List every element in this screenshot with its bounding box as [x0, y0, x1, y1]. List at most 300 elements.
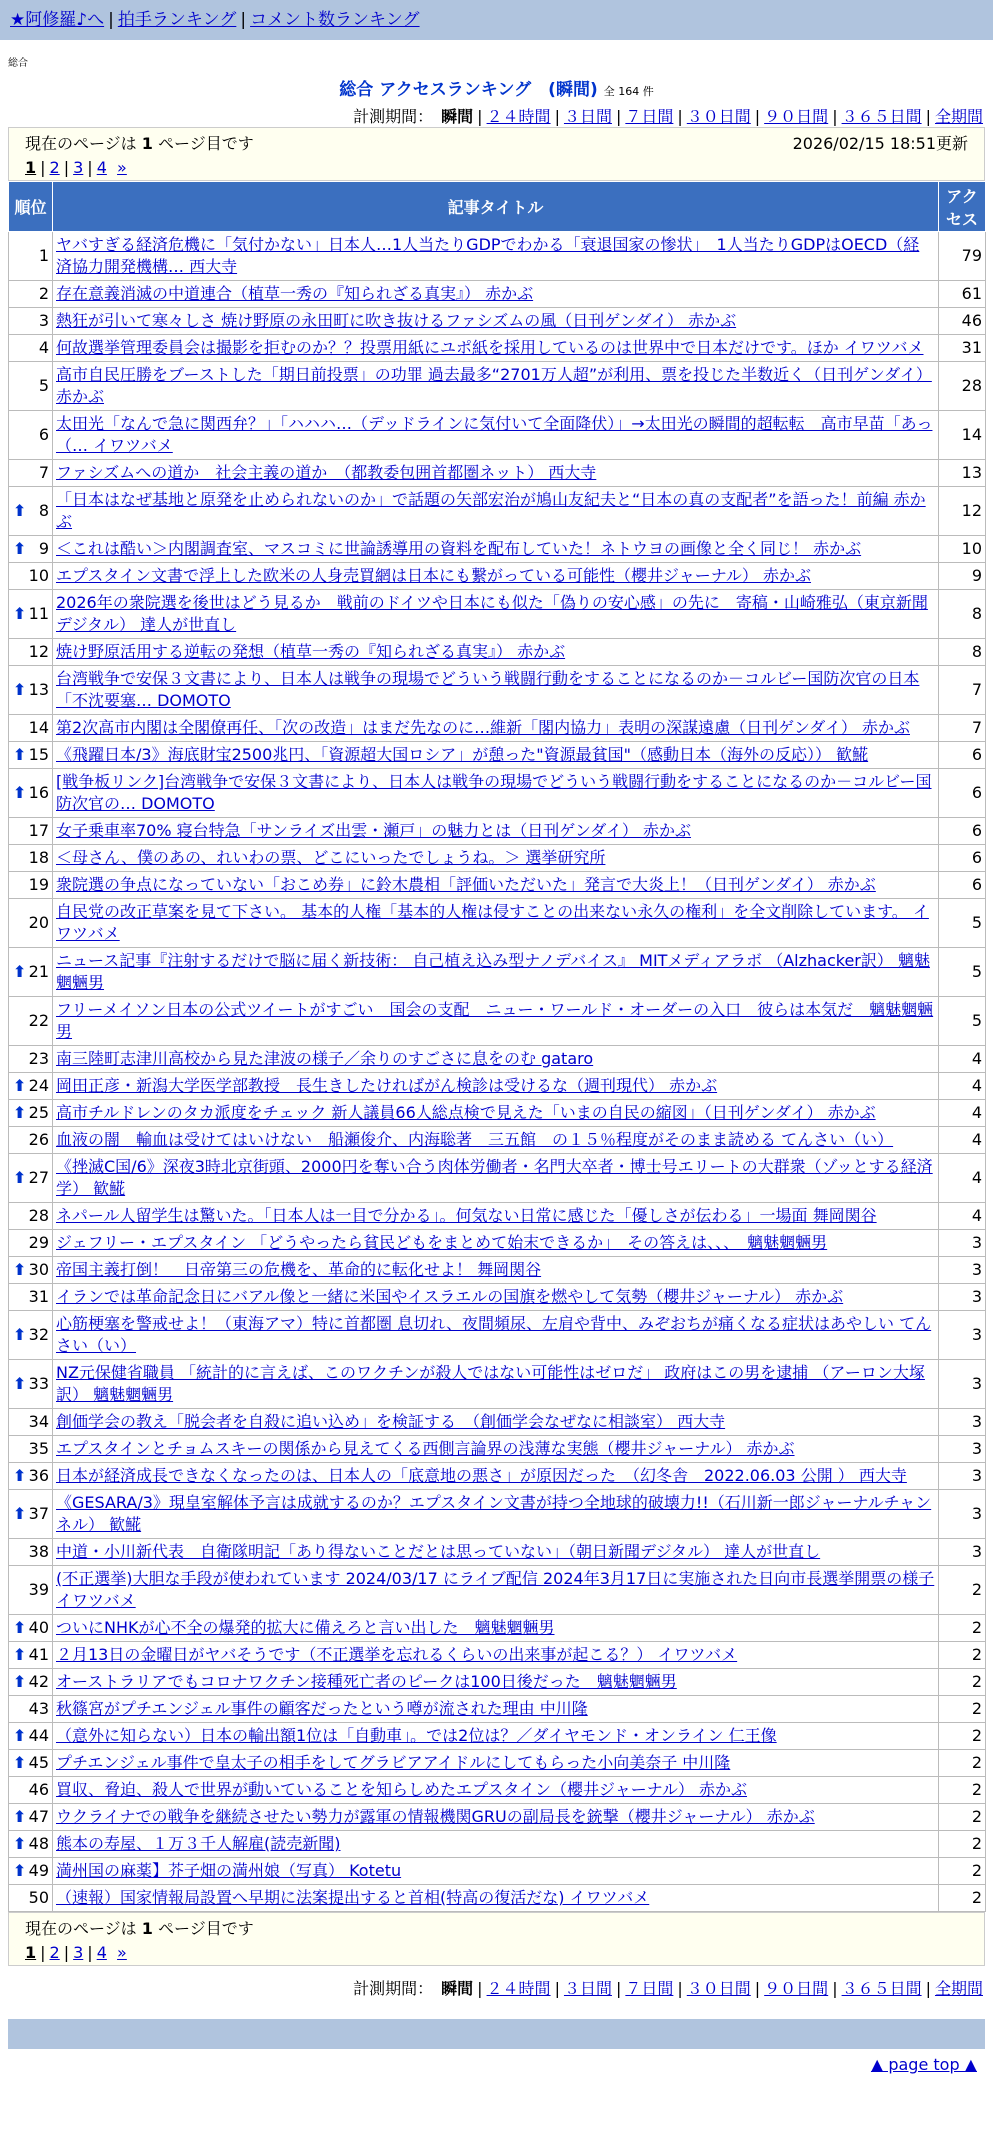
access-count: 7 — [939, 715, 986, 742]
title-cell — [53, 1777, 939, 1804]
rank-cell — [9, 1490, 53, 1539]
rank-number: 28 — [28, 1206, 49, 1225]
table-row — [9, 872, 986, 899]
article-title-link[interactable]: 2026年の衆院選を後世はどう見るか 戦前のドイツや日本にも似た「偽りの安心感」の先に 寄稿・山崎雅弘（東京新聞デジタル） 達人が世直し — [56, 593, 928, 634]
access-count: 14 — [939, 411, 986, 460]
rank-cell — [9, 1804, 53, 1831]
table-row — [9, 1046, 986, 1073]
table-row — [9, 899, 986, 948]
article-title-link[interactable]: ＜これは酷い＞内閣調査室、マスコミに世論誘導用の資料を配布していた！ネトウヨの画像と全く同じ！ 赤かぶ — [56, 539, 862, 558]
title-cell — [53, 1615, 939, 1642]
article-title-link[interactable]: 「日本はなぜ基地と原発を止められないのか」で話題の矢部宏治が鳩山友紀夫と“日本の真の支配者”を語った！前編 赤かぶ — [56, 490, 926, 531]
table-row — [9, 1858, 986, 1885]
rank-cell — [9, 1284, 53, 1311]
access-count: 7 — [939, 666, 986, 715]
rank-number: 12 — [28, 642, 49, 661]
article-title-link[interactable]: 満州国の麻薬】芥子畑の満州娘（写真） Kotetu — [56, 1861, 402, 1880]
access-count: 3 — [939, 1284, 986, 1311]
article-title-link[interactable]: 台湾戦争で安保３文書により、日本人は戦争の現場でどういう戦闘行動をすることになるのか－コルビー国防次官の日本「不沈要塞… DOMOTO — [56, 669, 920, 710]
rank-up-arrow-icon: ⬆ — [13, 539, 27, 558]
article-title-link[interactable]: プチエンジェル事件で皇太子の相手をしてグラビアアイドルにしてもらった小向美奈子 中川隆 — [56, 1753, 731, 1772]
title-cell — [53, 997, 939, 1046]
rank-number: 41 — [28, 1645, 49, 1664]
rank-number: 22 — [28, 1011, 49, 1030]
table-row — [9, 948, 986, 997]
article-title-link[interactable]: ２月13日の金曜日がヤバそうです（不正選挙を忘れるくらいの出来事が起こる？） イワツバメ — [56, 1645, 738, 1664]
rank-number: 4 — [38, 338, 49, 357]
rank-number: 33 — [28, 1374, 49, 1393]
access-count: 12 — [939, 487, 986, 536]
access-count: 2 — [939, 1696, 986, 1723]
access-count: 9 — [939, 563, 986, 590]
article-title-link[interactable]: 太田光「なんで急に関西弁？」「ハハハ…（デッドラインに気付いて全面降伏）」→太田光の瞬間的超転転 高市早苗「あっ（… イワツバメ — [56, 414, 933, 455]
title-cell — [53, 715, 939, 742]
table-row — [9, 1615, 986, 1642]
access-count: 3 — [939, 1311, 986, 1360]
article-title-link[interactable]: 何故選挙管理委員会は撮影を拒むのか？？投票用紙にユポ紙を採用しているのは世界中で日本だけです。ほか イワツバメ — [56, 338, 924, 357]
period-3d-link[interactable]: ３日間 — [563, 1979, 612, 1998]
access-count: 6 — [939, 845, 986, 872]
rank-number: 9 — [38, 539, 49, 558]
article-title-link[interactable]: 創価学会の教え「脱会者を自殺に追い込め」を検証する （創価学会なぜなに相談室） 西大寺 — [56, 1412, 726, 1431]
rank-number: 14 — [28, 718, 49, 737]
table-row — [9, 1073, 986, 1100]
rank-number: 3 — [38, 311, 49, 330]
title-cell — [53, 281, 939, 308]
title-cell — [53, 1257, 939, 1284]
article-title-link[interactable]: 《飛躍日本/3》海底財宝2500兆円、「資源超大国ロシア」が憩った"資源最貧国"（感動日本（海外の反応）） 歓𩸽 — [56, 745, 869, 764]
access-count: 3 — [939, 1539, 986, 1566]
access-count: 3 — [939, 1409, 986, 1436]
rank-cell — [9, 872, 53, 899]
access-count: 79 — [939, 232, 986, 281]
rank-number: 46 — [28, 1780, 49, 1799]
rank-number: 6 — [38, 425, 49, 444]
rank-cell — [9, 1831, 53, 1858]
rank-number: 11 — [28, 604, 49, 623]
table-row — [9, 1230, 986, 1257]
rank-up-arrow-icon: ⬆ — [13, 1466, 27, 1485]
table-row — [9, 1804, 986, 1831]
period-all-link[interactable]: 全期間 — [934, 107, 983, 126]
rank-cell — [9, 411, 53, 460]
nav-clap-ranking-link[interactable]: 拍手ランキング — [117, 10, 237, 30]
article-title-link[interactable]: ＜母さん、僕のあの、れいわの票、どこにいったでしょうね。＞ 選挙研究所 — [56, 848, 606, 867]
title-cell — [53, 1804, 939, 1831]
page-title: 総合 アクセスランキング (瞬間) — [339, 80, 598, 100]
title-cell — [53, 1360, 939, 1409]
page-next-link[interactable]: » — [117, 158, 127, 177]
table-row — [9, 1409, 986, 1436]
rank-cell — [9, 362, 53, 411]
rank-cell — [9, 487, 53, 536]
rank-cell — [9, 1127, 53, 1154]
period-30d-link[interactable]: ３０日間 — [686, 107, 751, 126]
access-count: 5 — [939, 948, 986, 997]
rank-cell — [9, 845, 53, 872]
rank-up-arrow-icon: ⬆ — [13, 501, 27, 520]
rank-number: 43 — [28, 1699, 49, 1718]
rank-up-arrow-icon: ⬆ — [13, 680, 27, 699]
page-4-link[interactable]: 4 — [96, 158, 107, 177]
period-30d-link[interactable]: ３０日間 — [686, 1979, 751, 1998]
access-count: 6 — [939, 742, 986, 769]
title-cell — [53, 1463, 939, 1490]
article-title-link[interactable]: ジェフリー・エプスタイン 「どうやったら貧民どもをまとめて始末できるか」 その答えは、、、 魑魅魍魎男 — [56, 1233, 828, 1252]
rank-cell — [9, 1885, 53, 1912]
rank-cell — [9, 308, 53, 335]
article-title-link[interactable]: 自民党の改正草案を見て下さい。 基本的人権「基本的人権は侵すことの出来ない永久の権利」を全文削除しています。 イワツバメ — [56, 902, 929, 943]
rank-number: 30 — [28, 1260, 49, 1279]
table-row — [9, 1257, 986, 1284]
table-row — [9, 487, 986, 536]
rank-cell — [9, 536, 53, 563]
rank-cell — [9, 460, 53, 487]
article-title-link[interactable]: 焼け野原活用する逆転の発想（植草一秀の『知られざる真実』） 赤かぶ — [56, 642, 566, 661]
article-title-link[interactable]: NZ元保健省職員 「統計的に言えば、このワクチンが殺人ではない可能性はゼロだ」 政府はこの男を逮捕 （アーロン大塚訳） 魑魅魍魎男 — [56, 1363, 925, 1404]
rank-cell — [9, 1154, 53, 1203]
rank-cell — [9, 563, 53, 590]
access-count: 4 — [939, 1046, 986, 1073]
period-7d-link[interactable]: ７日間 — [625, 107, 674, 126]
page-4-link[interactable]: 4 — [96, 1943, 107, 1962]
article-title-link[interactable]: ファシズムへの道か 社会主義の道か （都教委包囲首都圏ネット） 西大寺 — [56, 463, 597, 482]
rank-cell — [9, 281, 53, 308]
rank-up-arrow-icon: ⬆ — [13, 1861, 27, 1880]
table-row — [9, 1463, 986, 1490]
title-cell — [53, 899, 939, 948]
page-3-link[interactable]: 3 — [73, 1943, 84, 1962]
rank-cell — [9, 1046, 53, 1073]
article-title-link[interactable]: エプスタイン文書で浮上した欧米の人身売買網は日本にも繋がっている可能性（櫻井ジャーナル） 赤かぶ — [56, 566, 812, 585]
access-count: 3 — [939, 1436, 986, 1463]
title-cell — [53, 1696, 939, 1723]
rank-number: 40 — [28, 1618, 49, 1637]
period-365d-link[interactable]: ３６５日間 — [841, 1979, 922, 1998]
article-title-link[interactable]: フリーメイソン日本の公式ツイートがすごい 国会の支配 ニュー・ワールド・オーダーの入口 彼らは本気だ 魑魅魍魎男 — [56, 1000, 934, 1041]
article-title-link[interactable]: 帝国主義打倒！ 日帝第三の危機を、革命的に転化せよ！ 舞岡関谷 — [56, 1260, 542, 1279]
rank-up-arrow-icon: ⬆ — [13, 604, 27, 623]
title-cell — [53, 1858, 939, 1885]
rank-number: 42 — [28, 1672, 49, 1691]
period-90d-link[interactable]: ９０日間 — [764, 107, 829, 126]
rank-up-arrow-icon: ⬆ — [13, 1834, 27, 1853]
table-row — [9, 1100, 986, 1127]
table-row — [9, 411, 986, 460]
rank-number: 47 — [28, 1807, 49, 1826]
page-current: 1 — [25, 158, 37, 177]
total-count: 全 164 件 — [603, 85, 654, 98]
article-title-link[interactable]: 熱狂が引いて寒々しさ 焼け野原の永田町に吹き抜けるファシズムの風（日刊ゲンダイ） 赤かぶ — [56, 311, 737, 330]
period-24h-link[interactable]: ２４時間 — [486, 107, 551, 126]
title-cell — [53, 1230, 939, 1257]
access-count: 4 — [939, 1073, 986, 1100]
rank-number: 37 — [28, 1504, 49, 1523]
rank-cell — [9, 1257, 53, 1284]
rank-cell — [9, 715, 53, 742]
rank-up-arrow-icon: ⬆ — [13, 1726, 27, 1745]
page-2-link[interactable]: 2 — [49, 158, 60, 177]
rank-number: 17 — [28, 821, 49, 840]
article-title-link[interactable]: 心筋梗塞を警戒せよ！（東海アマ）特に首都圏 息切れ、夜間頻尿、左肩や背中、みぞおちが痛くなる症状はあやしい てんさい（い） — [56, 1314, 932, 1355]
access-count: 5 — [939, 899, 986, 948]
period-all-link[interactable]: 全期間 — [934, 1979, 983, 1998]
table-row — [9, 1642, 986, 1669]
rank-up-arrow-icon: ⬆ — [13, 1645, 27, 1664]
nav-separator: | — [240, 10, 247, 30]
table-row — [9, 590, 986, 639]
rank-number: 10 — [28, 566, 49, 585]
title-cell — [53, 308, 939, 335]
access-count: 8 — [939, 590, 986, 639]
rank-cell — [9, 1615, 53, 1642]
rank-cell — [9, 1311, 53, 1360]
rank-cell — [9, 1539, 53, 1566]
table-row — [9, 769, 986, 818]
access-count: 4 — [939, 1127, 986, 1154]
rank-number: 27 — [28, 1168, 49, 1187]
period-24h-link[interactable]: ２４時間 — [486, 1979, 551, 1998]
col-header-rank: 順位 — [9, 182, 53, 232]
rank-cell — [9, 1669, 53, 1696]
period-3d-link[interactable]: ３日間 — [563, 107, 612, 126]
period-current: 瞬間 — [441, 1979, 474, 1998]
access-count: 2 — [939, 1723, 986, 1750]
rank-number: 44 — [28, 1726, 49, 1745]
period-selector-top: 計測期間： 瞬間 | ２４時間 | ３日間 | ７日間 | ３０日間 | ９０日間 | ３６５日間 | 全期間 — [353, 107, 983, 126]
rank-number: 21 — [28, 962, 49, 981]
table-row — [9, 362, 986, 411]
table-row — [9, 1885, 986, 1912]
rank-cell — [9, 997, 53, 1046]
period-selector-bottom: 計測期間： 瞬間 | ２４時間 | ３日間 | ７日間 | ３０日間 | ９０日間 | ３６５日間 | 全期間 — [353, 1979, 983, 1998]
access-count: 2 — [939, 1831, 986, 1858]
title-cell — [53, 1642, 939, 1669]
page-current: 1 — [25, 1943, 37, 1962]
title-cell — [53, 818, 939, 845]
rank-cell — [9, 1100, 53, 1127]
access-count: 8 — [939, 639, 986, 666]
article-title-link[interactable]: 中道・小川新代表 自衛隊明記「あり得ないことだとは思っていない」（朝日新聞デジタル） 達人が世直し — [56, 1542, 821, 1561]
access-count: 10 — [939, 536, 986, 563]
rank-up-arrow-icon: ⬆ — [13, 1504, 27, 1523]
page-links: 1 | 2 | 3 | 4 » — [25, 158, 127, 177]
article-title-link[interactable]: 高市チルドレンのタカ派度をチェック 新人議員66人総点検で見えた「いまの自民の縮図」（日刊ゲンダイ） 赤かぶ — [56, 1103, 876, 1122]
rank-cell — [9, 1777, 53, 1804]
access-count: 2 — [939, 1566, 986, 1615]
table-row — [9, 818, 986, 845]
article-title-link[interactable]: 血液の闇 輸血は受けてはいけない 船瀬俊介、内海聡著 三五館 の１５％程度がそのまま読める てんさい（い） — [56, 1130, 894, 1149]
table-row — [9, 1311, 986, 1360]
table-row — [9, 1669, 986, 1696]
table-row — [9, 1696, 986, 1723]
nav-comment-ranking-link[interactable]: コメント数ランキング — [250, 10, 420, 30]
access-count: 4 — [939, 1100, 986, 1127]
page-links: 1 | 2 | 3 | 4 » — [25, 1943, 127, 1962]
article-title-link[interactable]: 衆院選の争点になっていない「おこめ券」に鈴木農相「評価いただいた」発言で大炎上！（日刊ゲンダイ） 赤かぶ — [56, 875, 876, 894]
title-cell — [53, 1073, 939, 1100]
rank-up-arrow-icon: ⬆ — [13, 1807, 27, 1826]
title-cell — [53, 1127, 939, 1154]
table-row — [9, 1539, 986, 1566]
rank-cell — [9, 948, 53, 997]
access-count: 2 — [939, 1777, 986, 1804]
rank-number: 29 — [28, 1233, 49, 1252]
rank-number: 31 — [28, 1287, 49, 1306]
access-count: 46 — [939, 308, 986, 335]
rank-number: 26 — [28, 1130, 49, 1149]
rank-up-arrow-icon: ⬆ — [13, 783, 27, 802]
rank-number: 1 — [38, 246, 49, 265]
access-count: 2 — [939, 1669, 986, 1696]
rank-cell — [9, 232, 53, 281]
title-cell — [53, 1723, 939, 1750]
article-title-link[interactable]: 熊本の寿屋、１万３千人解雇(読売新聞) — [56, 1834, 341, 1853]
table-row — [9, 460, 986, 487]
article-title-link[interactable]: 買収、脅迫、殺人で世界が動いていることを知らしめたエプスタイン（櫻井ジャーナル） 赤かぶ — [56, 1780, 748, 1799]
rank-number: 45 — [28, 1753, 49, 1772]
rank-number: 16 — [28, 783, 49, 802]
title-cell — [53, 666, 939, 715]
rank-cell — [9, 1750, 53, 1777]
title-cell — [53, 1490, 939, 1539]
article-title-link[interactable]: 第2次高市内閣は全閣僚再任、「次の改造」はまだ先なのに…維新「閣内協力」表明の深謀遠慮（日刊ゲンダイ） 赤かぶ — [56, 718, 910, 737]
table-row — [9, 1750, 986, 1777]
page-title-row — [0, 75, 993, 100]
rank-number: 23 — [28, 1049, 49, 1068]
nav-home-link[interactable]: ★阿修羅♪へ — [10, 10, 105, 30]
rank-cell — [9, 335, 53, 362]
rank-up-arrow-icon: ⬆ — [13, 962, 27, 981]
rank-number: 5 — [38, 376, 49, 395]
page-top-link[interactable]: ▲ page top ▲ — [870, 2055, 977, 2074]
article-title-link[interactable]: 南三陸町志津川高校から見た津波の様子／余りのすごさに息をのむ gataro — [56, 1049, 594, 1068]
article-title-link[interactable]: 岡田正彦・新潟大学医学部教授 長生きしたければがん検診は受けるな（週刊現代） 赤かぶ — [56, 1076, 718, 1095]
title-cell — [53, 742, 939, 769]
access-count: 3 — [939, 1490, 986, 1539]
rank-cell — [9, 742, 53, 769]
article-title-link[interactable]: ヤバすぎる経済危機に「気付かない」日本人…1人当たりGDPでわかる「衰退国家の惨状」 1人当たりGDPはOECD（経済協力開発機構… 西大寺 — [56, 235, 920, 276]
title-cell — [53, 1409, 939, 1436]
rank-up-arrow-icon: ⬆ — [13, 1325, 27, 1344]
article-title-link[interactable]: ニュース記事『注射するだけで脳に届く新技術： 自己植え込み型ナノデバイス』 MITメディアラボ （Alzhacker訳） 魑魅魍魎男 — [56, 951, 930, 992]
bottom-bar — [8, 2019, 985, 2049]
title-cell — [53, 1203, 939, 1230]
access-count: 13 — [939, 460, 986, 487]
article-title-link[interactable]: 秋篠宮がプチエンジェル事件の顧客だったという噂が流された理由 中川隆 — [56, 1699, 588, 1718]
access-count: 4 — [939, 1154, 986, 1203]
article-title-link[interactable]: イランでは革命記念日にバアル像と一緒に米国やイスラエルの国旗を燃やして気勢（櫻井ジャーナル） 赤かぶ — [56, 1287, 844, 1306]
rank-up-arrow-icon: ⬆ — [13, 1753, 27, 1772]
article-title-link[interactable]: 存在意義消滅の中道連合（植草一秀の『知られざる真実』） 赤かぶ — [56, 284, 534, 303]
period-90d-link[interactable]: ９０日間 — [764, 1979, 829, 1998]
title-cell — [53, 536, 939, 563]
period-current: 瞬間 — [441, 107, 474, 126]
table-row — [9, 1360, 986, 1409]
article-title-link[interactable]: （意外に知らない）日本の輸出額1位は「自動車」。では2位は？／ダイヤモンド・オンライン 仁王像 — [56, 1726, 777, 1745]
article-title-link[interactable]: ついにNHKが心不全の爆発的拡大に備えろと言い出した 魑魅魍魎男 — [56, 1618, 555, 1637]
access-count: 6 — [939, 872, 986, 899]
rank-number: 38 — [28, 1542, 49, 1561]
article-title-link[interactable]: 日本が経済成長できなくなったのは、日本人の「底意地の悪さ」が原因だった （幻冬舎 2022.06.03 公開 ） 西大寺 — [56, 1466, 907, 1485]
article-title-link[interactable]: エプスタインとチョムスキーの関係から見えてくる西側言論界の浅薄な実態（櫻井ジャーナル） 赤かぶ — [56, 1439, 795, 1458]
article-title-link[interactable]: ネパール人留学生は驚いた。「日本人は一目で分かる」。何気ない日常に感じた「優しさが伝わる」一場面 舞岡関谷 — [56, 1206, 877, 1225]
access-count: 3 — [939, 1463, 986, 1490]
table-row — [9, 1284, 986, 1311]
table-row — [9, 1436, 986, 1463]
rank-up-arrow-icon: ⬆ — [13, 1076, 27, 1095]
table-row — [9, 1203, 986, 1230]
rank-up-arrow-icon: ⬆ — [13, 1374, 27, 1393]
access-count: 28 — [939, 362, 986, 411]
rank-cell — [9, 1230, 53, 1257]
title-cell — [53, 1284, 939, 1311]
nav-separator: | — [108, 10, 114, 30]
rank-up-arrow-icon: ⬆ — [13, 1168, 27, 1187]
article-title-link[interactable]: 高市自民圧勝をブーストした「期日前投票」の功罪 過去最多“2701万人超”が利用、票を投じた半数近く（日刊ゲンダイ） 赤かぶ — [56, 365, 932, 406]
updated-time: 2026/02/15 18:51更新 — [792, 134, 968, 153]
rank-up-arrow-icon: ⬆ — [13, 1672, 27, 1691]
rank-cell — [9, 1463, 53, 1490]
col-header-access: アクセス — [939, 182, 986, 232]
period-365d-link[interactable]: ３６５日間 — [841, 107, 922, 126]
table-row — [9, 639, 986, 666]
table-row — [9, 1723, 986, 1750]
article-title-link[interactable]: 《GESARA/3》現皇室解体予言は成就するのか？エプスタイン文書が持つ全地球的破壊力!!（石川新一郎ジャーナルチャンネル） 歓𩸽 — [56, 1493, 932, 1534]
rank-number: 36 — [28, 1466, 49, 1485]
title-cell — [53, 563, 939, 590]
page-next-link[interactable]: » — [117, 1943, 127, 1962]
article-title-link[interactable]: ウクライナでの戦争を継続させたい勢力が露軍の情報機関GRUの副局長を銃撃（櫻井ジャーナル） 赤かぶ — [56, 1807, 815, 1826]
top-nav-bar — [0, 0, 993, 40]
access-count: 3 — [939, 1360, 986, 1409]
page-3-link[interactable]: 3 — [73, 158, 84, 177]
table-row — [9, 536, 986, 563]
article-title-link[interactable]: (不正選挙)大胆な手段が使われています 2024/03/17 にライブ配信 2024年3月17日に実施された日向市長選挙開票の様子 イワツバメ — [56, 1569, 935, 1610]
rank-cell — [9, 590, 53, 639]
access-count: 2 — [939, 1642, 986, 1669]
page-2-link[interactable]: 2 — [49, 1943, 60, 1962]
access-count: 2 — [939, 1885, 986, 1912]
title-cell — [53, 487, 939, 536]
title-cell — [53, 1566, 939, 1615]
rank-cell — [9, 899, 53, 948]
article-title-link[interactable]: 《挫滅C国/6》深夜3時北京街頭、2000円を奪い合う肉体労働者・名門大卒者・博士号エリートの大群衆（ゾッとする経済学） 歓𩸽 — [56, 1157, 933, 1198]
page-status: 現在のページは 1 ページ目です — [25, 1919, 254, 1938]
article-title-link[interactable]: [戦争板リンク]台湾戦争で安保３文書により、日本人は戦争の現場でどういう戦闘行動をすることになるのか－コルビー国防次官の… DOMOTO — [56, 772, 932, 813]
rank-cell — [9, 666, 53, 715]
table-row — [9, 335, 986, 362]
period-7d-link[interactable]: ７日間 — [625, 1979, 674, 1998]
table-row — [9, 742, 986, 769]
rank-cell — [9, 1073, 53, 1100]
title-cell — [53, 1311, 939, 1360]
table-row — [9, 308, 986, 335]
col-header-title: 記事タイトル — [53, 182, 939, 232]
period-label: 計測期間： — [353, 107, 434, 126]
article-title-link[interactable]: （速報）国家情報局設置へ早期に法案提出すると首相(特高の復活だな) イワツバメ — [56, 1888, 650, 1907]
title-cell — [53, 590, 939, 639]
article-title-link[interactable]: オーストラリアでもコロナワクチン接種死亡者のピークは100日後だった 魑魅魍魎男 — [56, 1672, 677, 1691]
rank-up-arrow-icon: ⬆ — [13, 745, 27, 764]
table-row — [9, 1566, 986, 1615]
article-title-link[interactable]: 女子乗車率70% 寝台特急「サンライズ出雲・瀬戸」の魅力とは（日刊ゲンダイ） 赤かぶ — [56, 821, 692, 840]
table-row — [9, 997, 986, 1046]
rank-number: 39 — [28, 1580, 49, 1599]
rank-number: 18 — [28, 848, 49, 867]
access-count: 3 — [939, 1230, 986, 1257]
rank-number: 35 — [28, 1439, 49, 1458]
